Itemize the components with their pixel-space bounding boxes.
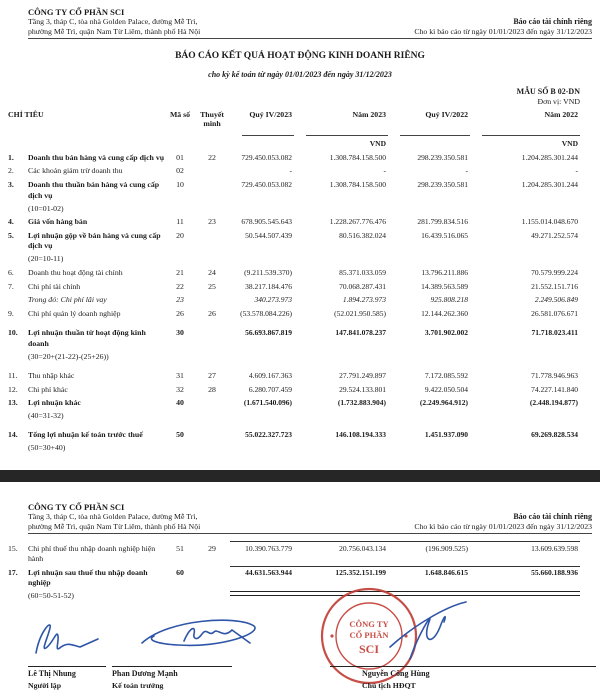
form-number: MẪU SỐ B 02-DN <box>516 87 580 96</box>
signature-line <box>112 665 232 667</box>
row-label: Doanh thu hoạt động tài chính <box>28 268 123 278</box>
row-label: Doanh thu thuần bán hàng và cung cấp dịch vụ (10=01-02) <box>28 178 166 215</box>
stamp-text-line3: SCI <box>358 641 380 656</box>
row-label: Chi phí tài chính <box>28 281 81 291</box>
signer-name: Lê Thị Nhung <box>28 668 76 678</box>
row-label: Lợi nhuận gộp về bán hàng và cung cấp dịch vụ (20=10-11) <box>28 229 166 266</box>
column-header-chi-tieu: CHỈ TIÊU <box>8 109 44 119</box>
table-subrow: Trong đó: Chi phí lãi vay 23 340.273.973 1.894.273.973 925.808.218 2.249.506.849 <box>8 294 580 308</box>
double-underline <box>230 591 294 596</box>
table-row: 12. Chi phí khác 32 28 6.280.707.459 29.524.133.801 9.422.050.504 74.227.141.840 <box>8 383 580 397</box>
company-address-line1: Tầng 3, tháp C, tòa nhà Golden Palace, đường Mễ Trì, <box>28 512 198 522</box>
column-header-nam-2022: Năm 2022 <box>544 109 579 119</box>
column-underline <box>400 134 470 136</box>
signature-line <box>28 665 106 667</box>
table-row: 5. Lợi nhuận gộp về bán hàng và cung cấp dịch vụ (20=10-11) 20 50.544.507.439 80.516.382.024 16.439.516.065 49.271.252.574 <box>8 229 580 266</box>
report-period: Cho kì báo cáo từ ngày 01/01/2023 đến ngày 31/12/2023 <box>414 26 592 36</box>
table-row: 9. Chi phí quản lý doanh nghiệp 26 26 (53.578.084.226) (52.021.950.585) 12.144.262.360 26.581.076.671 <box>8 308 580 322</box>
row-label: Doanh thu bán hàng và cung cấp dịch vụ <box>28 152 165 162</box>
page1-header <box>28 0 592 39</box>
signature-preparer <box>28 615 120 661</box>
signature-chairman <box>372 595 472 667</box>
row-label: Chi phí thuế thu nhập doanh nghiệp hiện hành <box>28 543 156 563</box>
page-separator <box>0 470 600 482</box>
table-row: 1. Doanh thu bán hàng và cung cấp dịch vụ 01 22 729.450.053.082 1.308.784.158.500 298.239.350.581 1.204.285.301.244 <box>8 151 580 165</box>
header-underline-row <box>8 130 580 137</box>
signature-chief-accountant <box>126 611 271 661</box>
page2-header <box>28 495 592 534</box>
table-row-total: 17. Lợi nhuận sau thuế thu nhập doanh nghiệp (60=50-51-52) 60 44.631.563.944 125.352.151.199 1.648.846.615 55.660.188.936 <box>8 566 580 603</box>
column-underline <box>242 134 294 136</box>
table-row-total: 14. Tổng lợi nhuận kế toán trước thuế (50=30+40) 50 55.022.327.723 146.108.194.333 1.451.937.090 69.269.828.534 <box>8 423 580 455</box>
row-label: Lợi nhuận sau thuế thu nhập doanh nghiệp (60=50-51-52) <box>28 566 166 603</box>
row-label: Giá vốn hàng bán <box>28 217 88 227</box>
table-row: 4. Giá vốn hàng bán 11 23 678.905.545.643 1.228.267.776.476 281.799.834.516 1.155.014.048.670 <box>8 216 580 230</box>
row-label: Lợi nhuận thuần từ hoạt động kinh doanh (30=20+(21-22)-(25+26)) <box>28 321 166 364</box>
row-label: Các khoản giảm trừ doanh thu <box>28 166 123 176</box>
table-row-total: 10. Lợi nhuận thuần từ hoạt động kinh doanh (30=20+(21-22)-(25+26)) 30 56.693.867.819 147.841.078.237 3.701.902.002 71.718.023.411 <box>8 321 580 364</box>
page-subtitle: cho kỳ kế toán từ ngày 01/01/2023 đến ngày 31/12/2023 <box>208 70 392 79</box>
row-formula: (10=01-02) <box>28 203 64 213</box>
table-row-total: 13. Lợi nhuận khác (40=31-32) 40 (1.671.540.096) (1.732.883.904) (2.249.964.912) (2.448.194.877) <box>8 397 580 424</box>
table-row: 2. Các khoản giảm trừ doanh thu 02 - - - - <box>8 165 580 179</box>
row-label: Trong đó: Chi phí lãi vay <box>28 295 107 305</box>
signer-name: Phan Dương Mạnh <box>112 668 178 678</box>
table-row: 15. Chi phí thuế thu nhập doanh nghiệp hiện hành 51 29 10.390.763.779 20.756.043.134 (196.909.525) 13.609.639.598 <box>8 542 580 566</box>
signer-title: Kế toán trưởng <box>112 680 164 690</box>
table-row: 7. Chi phí tài chính 22 25 38.217.184.476 70.068.287.431 14.389.563.589 21.552.151.716 <box>8 280 580 294</box>
unit-label: Đơn vị: VND <box>537 97 580 106</box>
page-title: BÁO CÁO KẾT QUẢ HOẠT ĐỘNG KINH DOANH RIÊNG <box>175 51 425 61</box>
report-meta-block <box>414 17 592 37</box>
company-address-line1: Tầng 3, tháp C, tòa nhà Golden Palace, đường Mễ Trì, <box>28 17 198 26</box>
currency-label: VND <box>561 138 579 148</box>
signature-line <box>330 665 596 667</box>
row-label: Lợi nhuận khác (40=31-32) <box>28 397 166 424</box>
row-formula: (20=10-11) <box>28 254 64 264</box>
row-label: Chi phí quản lý doanh nghiệp <box>28 309 121 319</box>
row-formula: (30=20+(21-22)-(25+26)) <box>28 351 109 361</box>
table-row: 11. Thu nhập khác 31 27 4.609.167.363 27.791.249.897 7.172.085.592 71.778.946.963 <box>8 364 580 383</box>
company-name: CÔNG TY CỔ PHẦN SCI <box>28 7 125 17</box>
report-period: Cho kì báo cáo từ ngày 01/01/2023 đến ngày 31/12/2023 <box>414 521 592 531</box>
stamp-text-line1: CÔNG TY <box>349 618 389 629</box>
double-underline <box>470 591 580 596</box>
signer-name: Nguyễn Công Hùng <box>362 668 430 678</box>
currency-row <box>8 137 580 151</box>
stamp-text-line2: CỔ PHẦN <box>349 629 389 640</box>
signer-title: Chủ tịch HĐQT <box>362 680 416 690</box>
income-statement-table <box>8 108 580 455</box>
table-header-row <box>8 108 580 130</box>
column-underline <box>306 134 388 136</box>
company-block <box>28 7 200 36</box>
row-formula: (50=30+40) <box>28 443 66 453</box>
column-header-thuyet-minh: Thuyết minh <box>200 109 224 129</box>
table-row: 3. Doanh thu thuần bán hàng và cung cấp dịch vụ (10=01-02) 10 729.450.053.082 1.308.784.158.500 298.239.350.581 1.204.285.301.244 <box>8 178 580 215</box>
company-address-line2: phường Mễ Trì, quận Nam Từ Liêm, thành phố Hà Nội <box>28 26 201 36</box>
column-header-ma-so: Mã số <box>169 109 191 119</box>
signer-title: Người lập <box>28 680 62 690</box>
table-row: 6. Doanh thu hoạt động tài chính 21 24 (9.211.539.370) 85.371.033.059 13.796.211.886 70.579.999.224 <box>8 267 580 281</box>
report-type: Báo cáo tài chính riêng <box>513 16 592 26</box>
signature-block <box>0 613 600 697</box>
report-meta-block <box>414 512 592 532</box>
column-header-nam-2023: Năm 2023 <box>352 109 387 119</box>
company-block <box>28 502 200 531</box>
row-formula: (60=50-51-52) <box>28 591 74 601</box>
column-header-q4-2023: Quý IV/2023 <box>249 109 293 119</box>
row-formula: (40=31-32) <box>28 411 64 421</box>
currency-label: VND <box>369 138 387 148</box>
row-label: Chi phí khác <box>28 384 68 394</box>
report-type: Báo cáo tài chính riêng <box>513 511 592 521</box>
column-header-q4-2022: Quý IV/2022 <box>425 109 469 119</box>
column-underline <box>482 134 580 136</box>
company-name: CÔNG TY CỔ PHẦN SCI <box>28 502 125 513</box>
row-label: Thu nhập khác <box>28 370 75 380</box>
row-label: Tổng lợi nhuận kế toán trước thuế (50=30+40) <box>28 423 166 455</box>
double-underline-row <box>8 603 580 609</box>
company-address-line2: phường Mễ Trì, quận Nam Từ Liêm, thành phố Hà Nội <box>28 521 201 531</box>
income-statement-table-page2 <box>8 541 580 608</box>
